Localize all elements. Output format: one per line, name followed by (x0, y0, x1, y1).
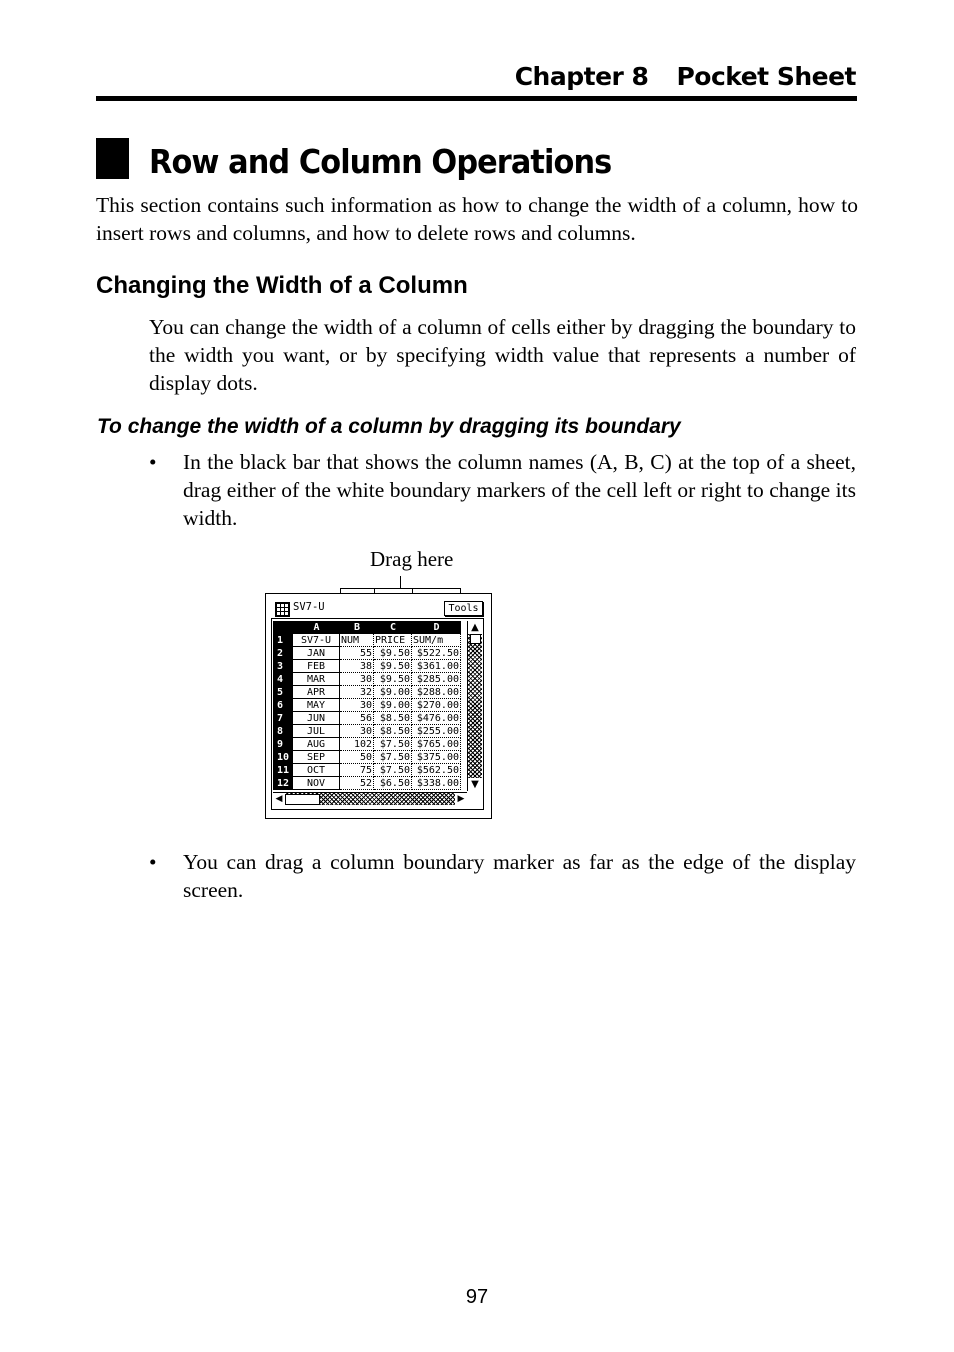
table-cell[interactable]: $270.00 (412, 699, 461, 712)
column-header-a[interactable]: A (293, 621, 340, 634)
scroll-left-arrow-icon[interactable]: ◀ (273, 793, 285, 805)
row-number[interactable]: 7 (273, 712, 293, 725)
vertical-scrollbar[interactable] (467, 621, 482, 791)
table-cell[interactable]: $6.50 (374, 777, 412, 790)
scroll-up-arrow-icon[interactable]: ▲ (468, 621, 482, 634)
bullet-item (149, 848, 856, 904)
table-cell[interactable]: 30 (340, 699, 374, 712)
bullet-text: You can drag a column boundary marker as far as the edge of the display screen. (183, 850, 856, 902)
chapter-header (515, 62, 856, 91)
table-cell[interactable]: $9.50 (374, 660, 412, 673)
bullet-mark: • (149, 850, 157, 874)
table-cell[interactable]: FEB (293, 660, 340, 673)
table-cell[interactable]: NUM (340, 634, 374, 647)
table-cell[interactable]: SEP (293, 751, 340, 764)
table-cell[interactable]: MAR (293, 673, 340, 686)
table-cell[interactable]: APR (293, 686, 340, 699)
table-cell[interactable]: JUN (293, 712, 340, 725)
corner-cell[interactable] (273, 621, 293, 634)
procedure-heading: To change the width of a column by dragging its boundary (97, 415, 681, 438)
body-paragraph: You can change the width of a column of cells either by dragging the boundary to the width you want, or by specifying width value that represents a number of display dots. (149, 315, 856, 395)
section-title: Row and Column Operations (149, 142, 612, 181)
table-cell[interactable]: 52 (340, 777, 374, 790)
horizontal-scroll-thumb[interactable] (285, 794, 320, 805)
row-number[interactable]: 3 (273, 660, 293, 673)
table-cell[interactable]: JAN (293, 647, 340, 660)
column-header-c[interactable]: C (374, 621, 412, 634)
row-number[interactable]: 8 (273, 725, 293, 738)
table-cell[interactable]: $7.50 (374, 751, 412, 764)
table-cell[interactable]: $562.50 (412, 764, 461, 777)
row-number[interactable]: 10 (273, 751, 293, 764)
spreadsheet-icon (275, 602, 290, 617)
table-cell[interactable]: $285.00 (412, 673, 461, 686)
column-header-d[interactable]: D (412, 621, 461, 634)
bullet-item (149, 448, 856, 532)
table-cell[interactable]: $8.50 (374, 725, 412, 738)
table-cell[interactable]: $255.00 (412, 725, 461, 738)
table-cell[interactable]: $7.50 (374, 764, 412, 777)
tools-button[interactable]: Tools (444, 601, 483, 616)
table-cell[interactable]: $9.50 (374, 673, 412, 686)
chapter-title: Pocket Sheet (676, 62, 856, 91)
table-cell[interactable]: $8.50 (374, 712, 412, 725)
row-number[interactable]: 1 (273, 634, 293, 647)
table-cell[interactable]: 32 (340, 686, 374, 699)
intro-paragraph: This section contains such information as how to change the width of a column, how to insert rows and columns, and how to delete rows and columns. (96, 193, 858, 245)
column-header-b[interactable]: B (340, 621, 374, 634)
table-cell[interactable]: OCT (293, 764, 340, 777)
table-cell[interactable]: $476.00 (412, 712, 461, 725)
header-rule (96, 96, 857, 101)
table-cell[interactable]: 56 (340, 712, 374, 725)
row-number[interactable]: 4 (273, 673, 293, 686)
table-cell[interactable]: $9.00 (374, 699, 412, 712)
file-name: SV7-U (293, 601, 325, 613)
table-cell[interactable]: PRICE (374, 634, 412, 647)
chapter-number: Chapter 8 (514, 62, 649, 91)
table-cell[interactable]: $9.00 (374, 686, 412, 699)
bullet-mark: • (149, 450, 157, 474)
bullet-text: In the black bar that shows the column names (A, B, C) at the top of a sheet, drag either of the white boundary markers of the cell left or right to change its width. (183, 450, 856, 530)
table-cell[interactable]: 55 (340, 647, 374, 660)
row-number[interactable]: 6 (273, 699, 293, 712)
table-cell[interactable]: 30 (340, 725, 374, 738)
horizontal-scrollbar[interactable] (273, 792, 467, 805)
table-cell[interactable]: $7.50 (374, 738, 412, 751)
row-number[interactable]: 5 (273, 686, 293, 699)
row-number[interactable]: 2 (273, 647, 293, 660)
page-number: 97 (465, 1286, 489, 1308)
table-cell[interactable]: $9.50 (374, 647, 412, 660)
row-number[interactable]: 11 (273, 764, 293, 777)
section-marker-block (96, 138, 129, 179)
table-cell[interactable]: JUL (293, 725, 340, 738)
table-cell[interactable]: MAY (293, 699, 340, 712)
table-cell[interactable]: $375.00 (412, 751, 461, 764)
table-cell[interactable]: $338.00 (412, 777, 461, 790)
table-cell[interactable]: 38 (340, 660, 374, 673)
table-cell[interactable]: SUM/m (412, 634, 461, 647)
figure-callout-label: Drag here (370, 547, 454, 571)
table-cell[interactable]: $361.00 (412, 660, 461, 673)
table-cell[interactable]: NOV (293, 777, 340, 790)
table-cell[interactable]: $288.00 (412, 686, 461, 699)
table-cell[interactable]: 75 (340, 764, 374, 777)
table-cell[interactable]: 30 (340, 673, 374, 686)
scroll-down-arrow-icon[interactable]: ▼ (468, 778, 482, 791)
table-cell[interactable]: SV7-U (293, 634, 340, 647)
table-cell[interactable]: $522.50 (412, 647, 461, 660)
table-cell[interactable]: 102 (340, 738, 374, 751)
scroll-right-arrow-icon[interactable]: ▶ (455, 793, 467, 805)
table-cell[interactable]: AUG (293, 738, 340, 751)
row-number[interactable]: 9 (273, 738, 293, 751)
table-cell[interactable]: 50 (340, 751, 374, 764)
table-cell[interactable]: $765.00 (412, 738, 461, 751)
vertical-scroll-thumb[interactable] (470, 634, 481, 644)
subheading: Changing the Width of a Column (96, 272, 468, 299)
row-number[interactable]: 12 (273, 777, 293, 790)
